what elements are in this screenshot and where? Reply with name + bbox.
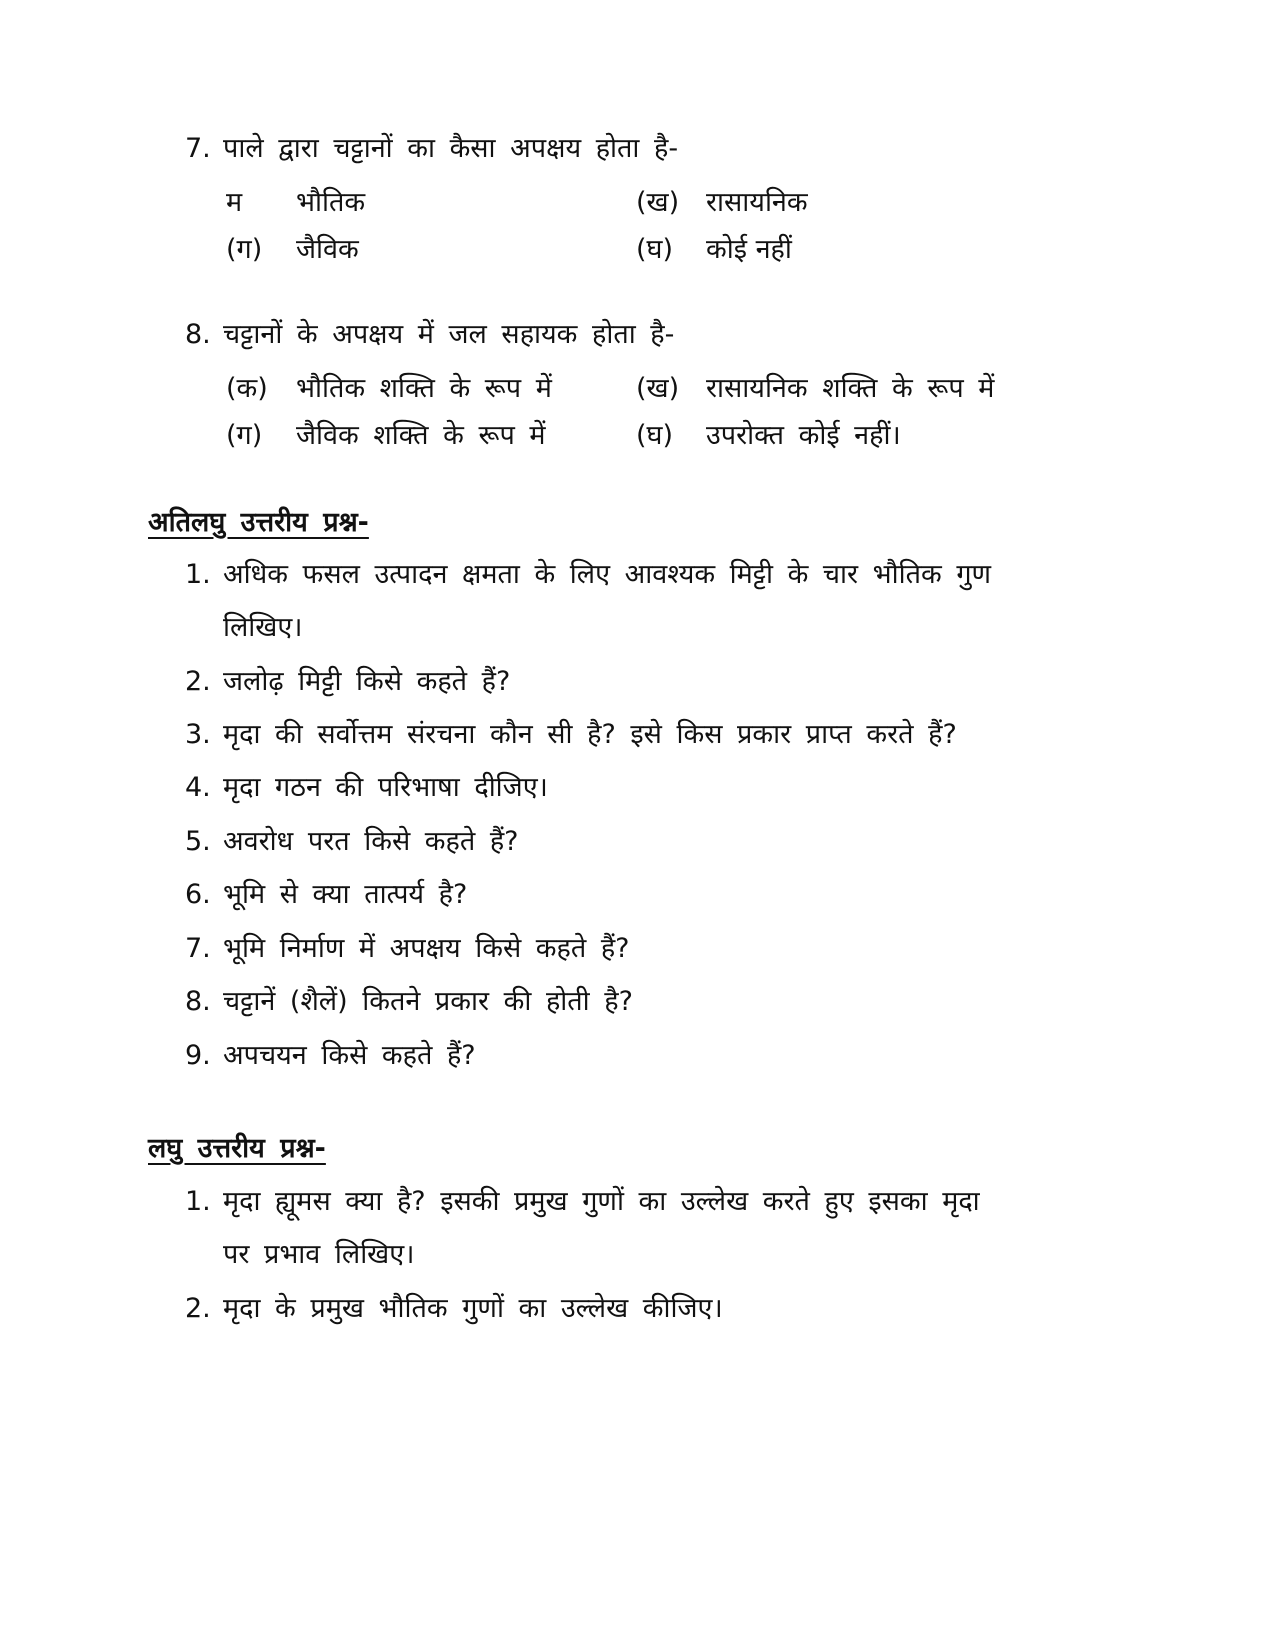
option <box>636 415 901 452</box>
mcq-question <box>185 314 674 351</box>
option <box>636 229 792 266</box>
question-item <box>185 714 957 751</box>
question-number: 7. <box>185 133 211 164</box>
option-label: म <box>226 187 243 218</box>
option <box>226 229 359 266</box>
question-item <box>185 1035 476 1072</box>
question-number: 1. <box>185 559 211 590</box>
option-label: (ग) <box>226 234 263 265</box>
question-text: भूमि से क्या तात्पर्य है? <box>223 879 468 910</box>
option <box>636 368 994 405</box>
option-text: उपरोक्त कोई नहीं। <box>706 420 901 451</box>
question-number: 2. <box>185 1293 211 1324</box>
question-number: 8. <box>185 986 211 1017</box>
mcq-question <box>185 128 678 165</box>
question-text: मृदा गठन की परिभाषा दीजिए। <box>223 772 548 803</box>
question-item <box>185 1288 723 1325</box>
option-text: कोई नहीं <box>706 234 792 265</box>
option-label: (ख) <box>636 373 680 404</box>
question-text-continuation: पर प्रभाव लिखिए। <box>223 1239 415 1270</box>
section-heading-very-short: अतिलघु उत्तरीय प्रश्न- <box>148 507 369 538</box>
question-number: 1. <box>185 1186 211 1217</box>
question-text: अवरोध परत किसे कहते हैं? <box>223 826 519 857</box>
question-number: 2. <box>185 666 211 697</box>
option <box>226 368 552 405</box>
question-text: मृदा की सर्वोत्तम संरचना कौन सी है? इसे किस प्रकार प्राप्त करते हैं? <box>223 719 957 750</box>
option <box>636 182 808 219</box>
question-text-continuation: लिखिए। <box>223 612 303 643</box>
question-item <box>185 554 991 591</box>
question-text: पाले द्वारा चट्टानों का कैसा अपक्षय होता है- <box>223 133 679 164</box>
option-text: रासायनिक शक्ति के रूप में <box>706 373 995 404</box>
question-item <box>185 821 519 858</box>
question-number: 6. <box>185 879 211 910</box>
option-label: (ग) <box>226 420 263 451</box>
question-text: मृदा के प्रमुख भौतिक गुणों का उल्लेख कीजिए। <box>223 1293 723 1324</box>
option-label: (घ) <box>636 420 674 451</box>
question-text: चट्टानों के अपक्षय में जल सहायक होता है- <box>223 319 675 350</box>
question-item <box>185 928 630 965</box>
option-text: जैविक <box>296 234 359 265</box>
question-number: 5. <box>185 826 211 857</box>
question-item <box>185 1181 980 1218</box>
option-text: भौतिक <box>296 187 366 218</box>
question-number: 9. <box>185 1040 211 1071</box>
question-text: मृदा ह्यूमस क्या है? इसकी प्रमुख गुणों का उल्लेख करते हुए इसका मृदा <box>223 1186 980 1217</box>
question-number: 3. <box>185 719 211 750</box>
section-heading-short: लघु उत्तरीय प्रश्न- <box>148 1133 326 1164</box>
question-item <box>185 661 510 698</box>
question-text: अधिक फसल उत्पादन क्षमता के लिए आवश्यक मिट्टी के चार भौतिक गुण <box>223 559 992 590</box>
option-label: (घ) <box>636 234 674 265</box>
question-text: अपचयन किसे कहते हैं? <box>223 1040 476 1071</box>
question-item <box>185 767 548 804</box>
option-text: भौतिक शक्ति के रूप में <box>296 373 552 404</box>
question-item <box>185 981 633 1018</box>
option <box>226 182 365 219</box>
question-number: 4. <box>185 772 211 803</box>
question-text: भूमि निर्माण में अपक्षय किसे कहते हैं? <box>223 933 630 964</box>
option-label: (ख) <box>636 187 680 218</box>
option-text: जैविक शक्ति के रूप में <box>296 420 546 451</box>
question-number: 8. <box>185 319 211 350</box>
option-label: (क) <box>226 373 268 404</box>
question-number: 7. <box>185 933 211 964</box>
question-text: जलोढ़ मिट्टी किसे कहते हैं? <box>223 666 511 697</box>
question-item <box>185 874 467 911</box>
option-text: रासायनिक <box>706 187 808 218</box>
question-text: चट्टानें (शैलें) कितने प्रकार की होती है? <box>223 986 633 1017</box>
option <box>226 415 546 452</box>
